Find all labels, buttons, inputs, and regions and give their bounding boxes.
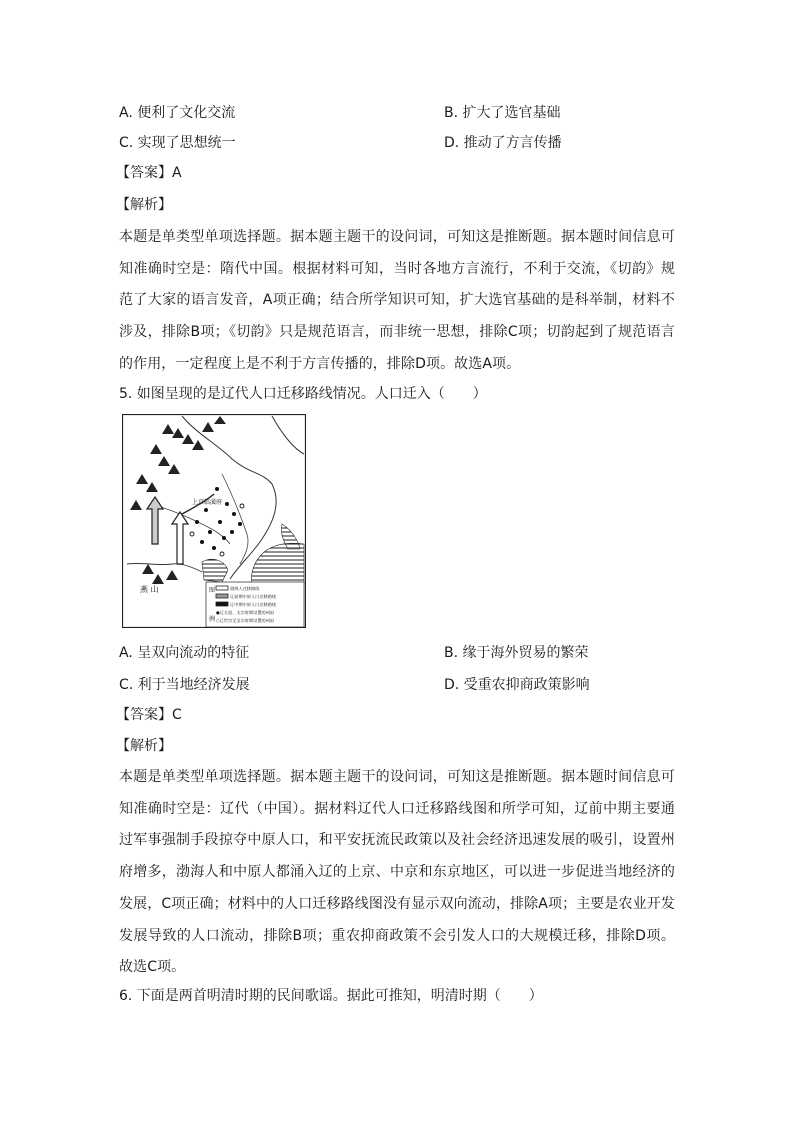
q4-option-c: C. 实现了思想统一 (119, 135, 236, 151)
q5-option-a: A. 呈双向流动的特征 (119, 645, 250, 661)
q4-analysis-text: 本题是单类型单项选择题。据本题主题干的设问词，可知这是推断题。据本题时间信息可知准确时空是：隋代中国。根据材料可知，当时各地方言流行，不利于交流，《切韵》规范了大家的语言发音，A项正确；结合所学知识可知，扩大选官基础的是科举制，材料不涉及，排除B项；《切韵》只是规范语言，而非统一思想，排除C项；切韵起到了规范语言的作用，一定程度上是不利于方言传播的，排除D项。故选A项。 (119, 229, 675, 372)
q5-analysis-label: 【解析】 (116, 738, 172, 754)
yanshan-label: 燕 山 (140, 585, 159, 594)
liao-migration-map (122, 414, 306, 628)
q4-option-b: B. 扩大了选官基础 (444, 105, 561, 121)
q6-stem: 6. 下面是两首明清时期的民间歌谣。据此可推知，明清时期（ ） (119, 988, 543, 1004)
legend-head: 图 (209, 587, 216, 594)
q4-analysis-label: 【解析】 (116, 197, 172, 213)
city-label: 上京临潢府 (192, 499, 223, 506)
q5-stem: 5. 如图呈现的是辽代人口迁移路线情况。人口迁入（ ） (119, 386, 487, 402)
q5-option-b: B. 缘于海外贸易的繁荣 (444, 645, 589, 661)
legend-item-5: ○辽世宗至圣宗时期设置的州府 (216, 618, 275, 623)
q5-analysis-text: 本题是单类型单项选择题。据本题主题干的设问词，可知这是推断题。据本题时间信息可知准确时空是：辽代（中国）。据材料辽代人口迁移路线图和所学可知，辽前中期主要通过军事强制手段掠夺中原人口，和平安抚流民政策以及社会经济迅速发展的吸引，设置州府增多，渤海人和中原人都涌入辽的上京、中京和东京地区，可以进一步促进当地经济的发展，C项正确；材料中的人口迁移路线图没有显示双向流动，排除A项；主要是农业开发发展导致的人口流动，排除B项；重农抑商政策不会引发人口的大规模迁移，排除D项。故选C项。 (119, 769, 675, 976)
legend-item-2: 辽前期中原人口迁移路线 (230, 594, 277, 599)
legend-foot: 例 (209, 616, 216, 623)
legend-item-3: 辽中期中原人口迁移路线 (230, 602, 277, 607)
q4-answer: 【答案】A (116, 165, 182, 181)
legend-item-4: ●辽太祖、太宗时期设置的州府 (216, 610, 275, 615)
q5-answer: 【答案】C (116, 707, 182, 723)
q5-option-c: C. 利于当地经济发展 (119, 677, 250, 693)
q4-option-d: D. 推动了方言传播 (444, 135, 562, 151)
q5-option-d: D. 受重农抑商政策影响 (444, 677, 590, 693)
q4-option-a: A. 便利了文化交流 (119, 105, 236, 121)
legend-item-1: 渤海人迁移路线 (230, 586, 260, 591)
